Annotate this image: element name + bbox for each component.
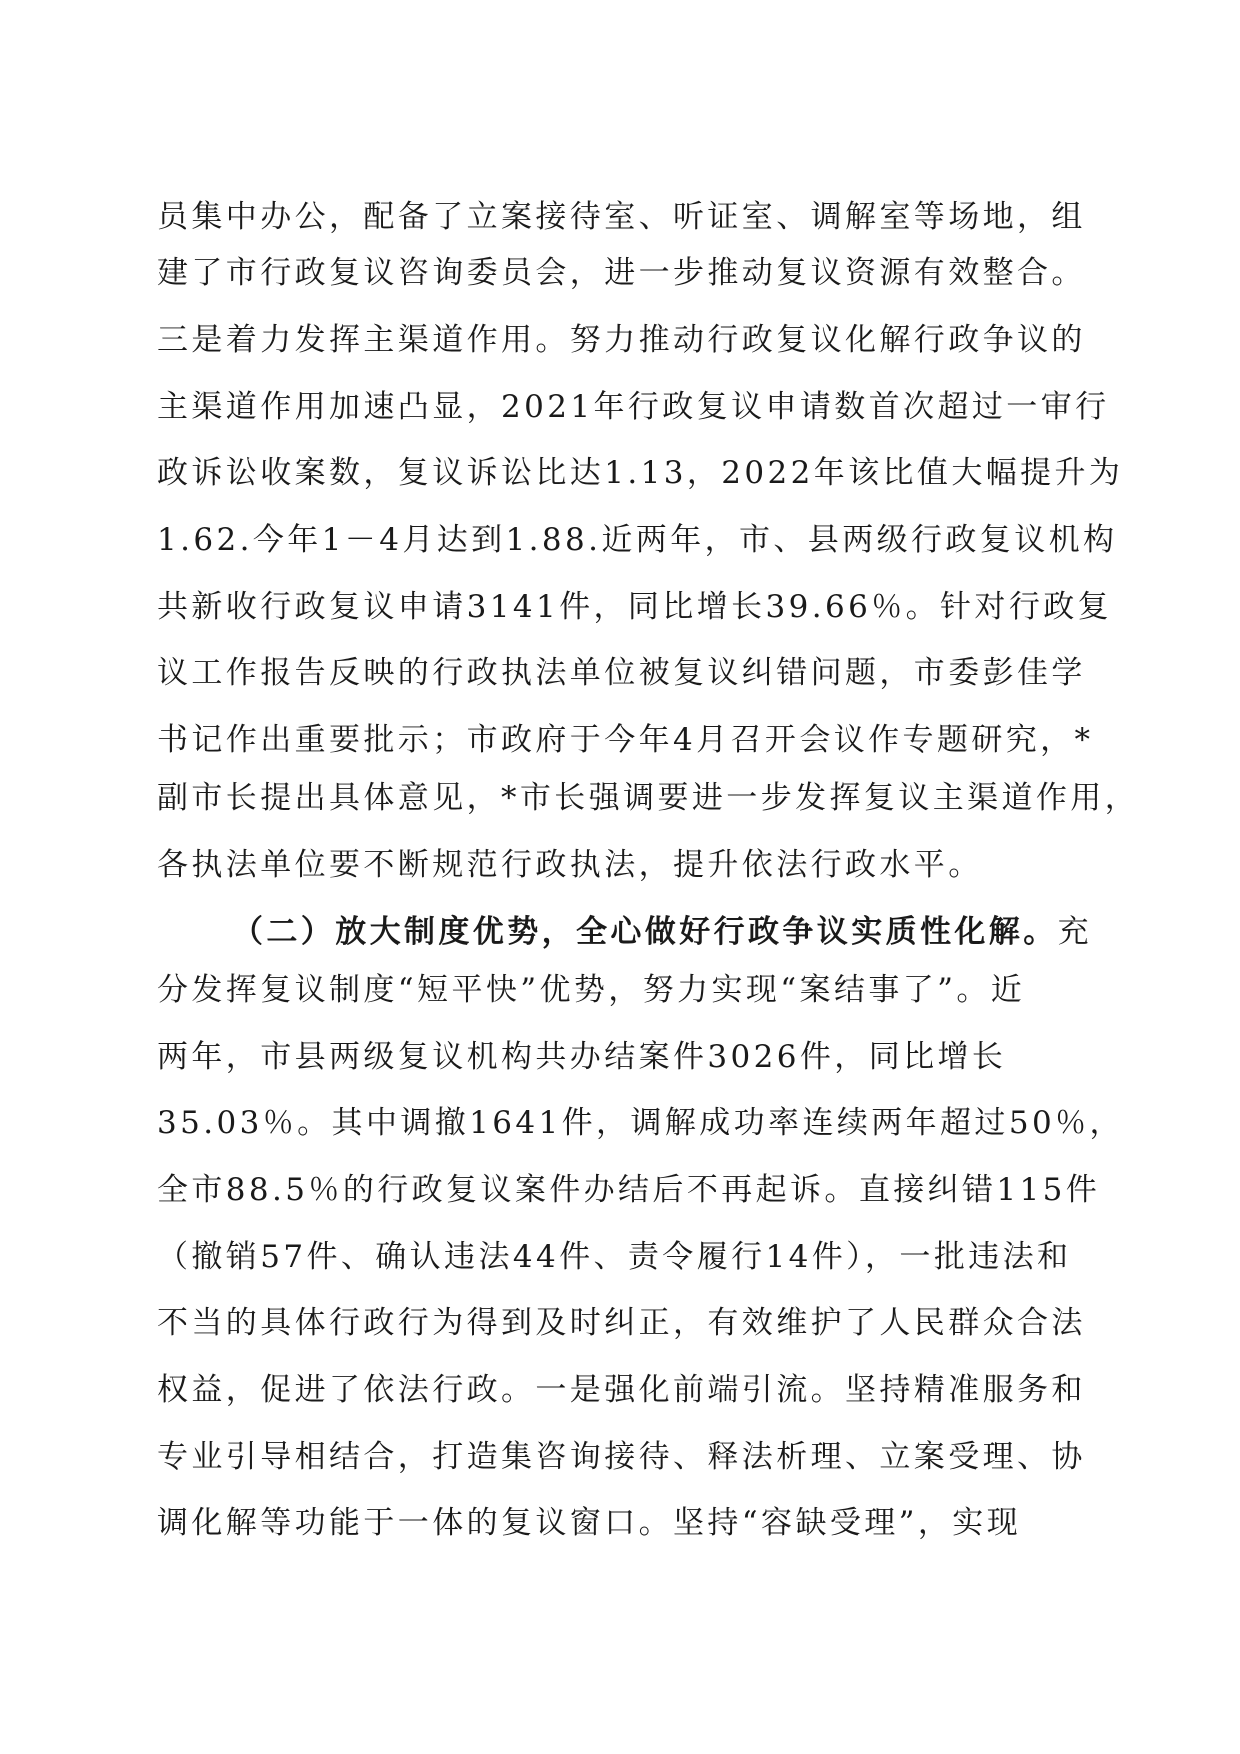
text-line: 建了市行政复议咨询委员会，进一步推动复议资源有效整合。 — [157, 255, 1086, 291]
text-line: 三是着力发挥主渠道作用。努力推动行政复议化解行政争议的 — [157, 322, 1086, 358]
text-line: 全市88.5％的行政复议案件办结后不再起诉。直接纠错115件 — [157, 1172, 1101, 1208]
text-line: 员集中办公，配备了立案接待室、听证室、调解室等场地，组 — [157, 199, 1086, 235]
text-line: 议工作报告反映的行政执法单位被复议纠错问题，市委彭佳学 — [157, 655, 1086, 691]
text-line: 副市长提出具体意见，*市长强调要进一步发挥复议主渠道作用， — [157, 780, 1140, 816]
text-line: 主渠道作用加速凸显，2021年行政复议申请数首次超过一审行 — [157, 389, 1110, 425]
text-line: 专业引导相结合，打造集咨询接待、释法析理、立案受理、协 — [157, 1439, 1086, 1475]
text-line: 书记作出重要批示；市政府于今年4月召开会议作专题研究，* — [157, 722, 1094, 758]
text-line: 共新收行政复议申请3141件，同比增长39.66％。针对行政复 — [157, 589, 1113, 625]
text-line: （撤销57件、确认违法44件、责令履行14件），一批违法和 — [157, 1239, 1072, 1275]
text-line: 35.03％。其中调撤1641件，调解成功率连续两年超过50％， — [157, 1105, 1124, 1141]
text-line: 政诉讼收案数，复议诉讼比达1.13，2022年该比值大幅提升为 — [157, 455, 1124, 491]
text-line: 调化解等功能于一体的复议窗口。坚持“容缺受理”，实现 — [157, 1505, 1022, 1541]
text-line: 各执法单位要不断规范行政执法，提升依法行政水平。 — [157, 847, 983, 883]
section-heading-tail: 充 — [1057, 914, 1093, 950]
text-line: 不当的具体行政行为得到及时纠正，有效维护了人民群众合法 — [157, 1305, 1086, 1341]
text-line: 分发挥复议制度“短平快”优势，努力实现“案结事了”。近 — [157, 972, 1026, 1008]
section-heading-line — [232, 912, 1092, 952]
text-line: 两年，市县两级复议机构共办结案件3026件，同比增长 — [157, 1039, 1007, 1075]
text-line: 1.62.今年1－4月达到1.88.近两年，市、县两级行政复议机构 — [157, 522, 1118, 558]
section-heading: （二）放大制度优势，全心做好行政争议实质性化解。 — [232, 914, 1058, 950]
text-line: 权益，促进了依法行政。一是强化前端引流。坚持精准服务和 — [157, 1372, 1086, 1408]
